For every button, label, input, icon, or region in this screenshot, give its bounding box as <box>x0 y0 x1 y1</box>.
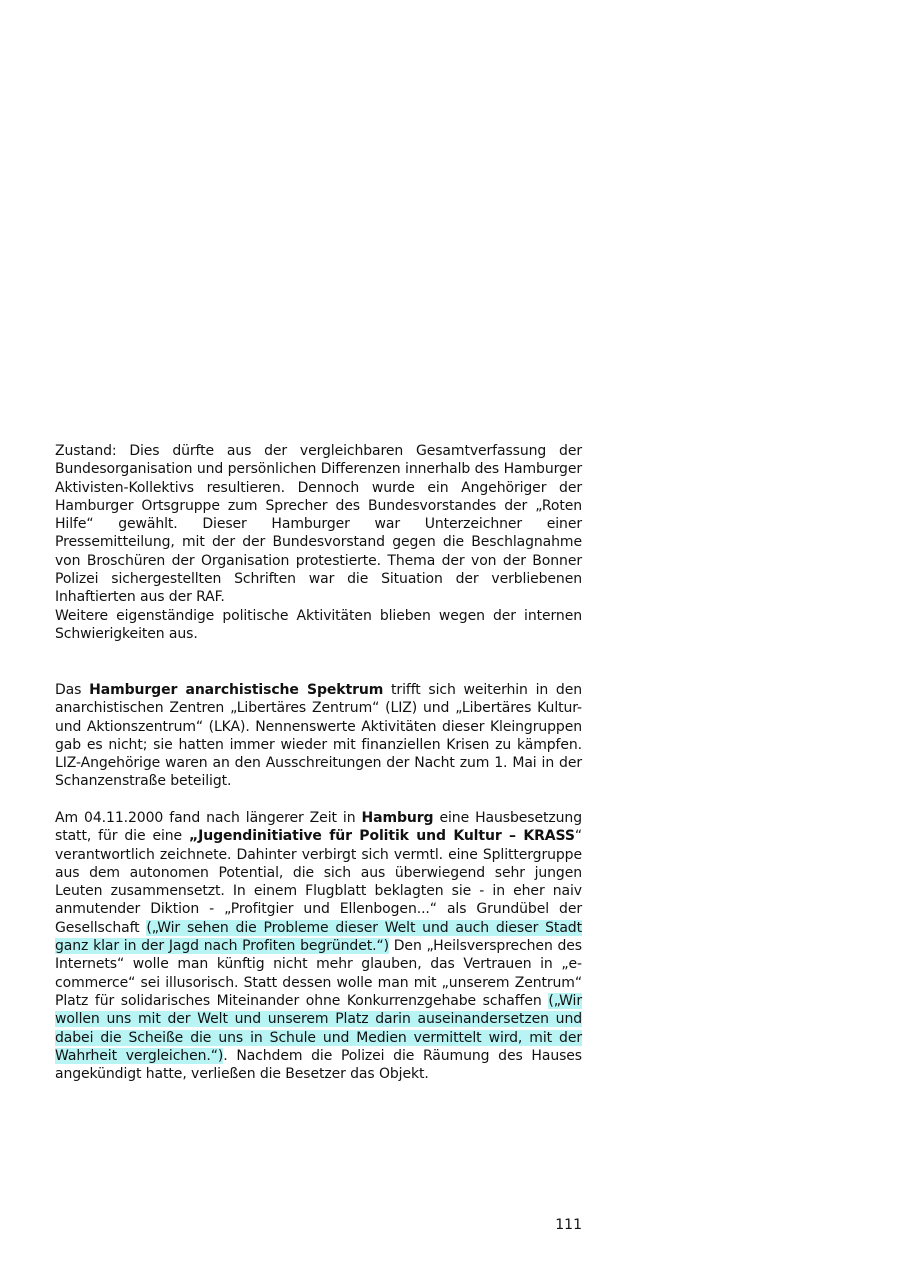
paragraph-continuation: Weitere eigenständige politische Aktivitäten blieben wegen der internen Schwierigkeiten aus. <box>55 607 582 642</box>
text-run: Den „Heilsversprechen des Internets“ wolle man künftig nicht mehr glauben, das Vertrauen in „e-commerce“ sei illusorisch. Statt dessen wolle man mit „unserem Zentrum“ Platz für solidarisches Miteinander ohne Konkurrenzgehabe schaffen <box>55 938 582 1009</box>
text-run: Am 04.11.2000 fand nach längerer Zeit in <box>55 810 362 826</box>
paragraph-roten-hilfe <box>55 442 582 643</box>
paragraph-text <box>55 681 582 791</box>
highlighted-quote: („Wir sehen die Probleme dieser Welt und auch dieser Stadt ganz klar in der Jagd nach Profiten begründet.“) <box>55 919 582 955</box>
page-number: 111 <box>555 1217 582 1233</box>
bold-term: Hamburg <box>361 810 434 826</box>
text-run: . Nachdem die Polizei die Räumung des Hauses angekündigt hatte, verließen die Besetzer das Objekt. <box>55 1047 582 1083</box>
highlighted-quote: („Wir wollen uns mit der Welt und unserem Platz darin auseinandersetzen und dabei die Scheiße die uns in Schule und Medien vermittelt wird, mit der Wahrheit vergleichen.“) <box>55 992 582 1064</box>
text-run: “ verantwortlich zeichnete. Dahinter verbirgt sich vermtl. eine Splittergruppe aus dem autonomen Potential, die sich aus überwiegend sehr jungen Leuten zusammensetzt. In einem Flugblatt beklagten sie - in eher naiv anmutender Diktion - „Profitgier und Ellenbogen...“ als Grundübel der Gesellschaft <box>55 828 582 936</box>
bold-term: „Jugendinitiative für Politik und Kultur – KRASS <box>189 828 575 845</box>
paragraph-anarchistisches-spektrum <box>55 681 582 791</box>
paragraph-hausbesetzung <box>55 809 582 1083</box>
text-run: trifft sich weiterhin in den anarchistischen Zentren „Libertäres Zentrum“ (LIZ) und „Libertäres Kultur- und Aktionszentrum“ (LKA). Nennenswerte Aktivitäten dieser Kleingruppen gab es nicht; sie hatten immer wieder mit finanziellen Krisen zu kämpfen. LIZ-Angehörige waren an den Ausschreitungen der Nacht zum 1. Mai in der Schanzenstraße beteiligt. <box>55 682 582 790</box>
text-run: eine Hausbesetzung statt, für die eine <box>55 810 582 845</box>
bold-term: Hamburger anarchistische Spektrum <box>89 682 384 698</box>
paragraph-text: Zustand: Dies dürfte aus der vergleichbaren Gesamtverfassung der Bundesorganisation und persönlichen Differenzen innerhalb des Hamburger Aktivisten-Kollektivs resultieren. Dennoch wurde ein Angehöriger der Hamburger Ortsgruppe zum Sprecher des Bundesvorstandes der „Roten Hilfe“ gewählt. Dieser Hamburger war Unterzeichner einer Pressemitteilung, mit der der Bundesvorstand gegen die Beschlagnahme von Broschüren der Organisation protestierte. Thema der von der Bonner Polizei sichergestellten Schriften war die Situation der verbliebenen Inhaftierten aus der RAF. <box>55 443 582 606</box>
text-run: Das <box>55 682 90 698</box>
paragraph-text <box>55 809 582 1083</box>
